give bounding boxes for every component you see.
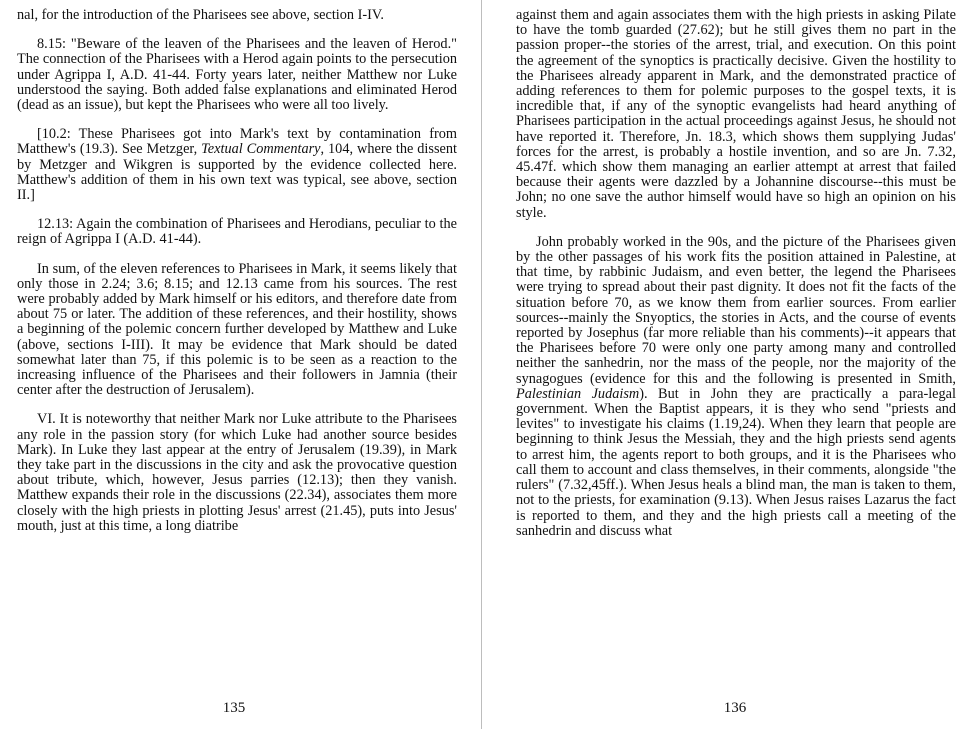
paragraph-text: [10.2: These Pharisees got into Mark's text by contamination from Matthew's (19.3). See Metzger, xyxy=(17,126,457,158)
right-page xyxy=(516,8,956,668)
paragraph-text: ). But in John they are practically a para-legal government. When the Baptist appears, it is they who send "priests and levites" to investigate his claims (1.19,24). When they learn that people are beginning to think Jesus the Messiah, they and the high priests send agents to arrest him, the agents report to both groups, and it is the Pharisees who call them to account and class themselves, in their comments, alongside "the rulers" (7.32,45ff.). When Jesus heals a blind man, the man is taken to them, not to the priests, for examination (9.13). When Jesus raises Lazarus the fact is reported to them, and they and the high priests call a meeting of the sanhedrin and discuss what xyxy=(516,385,956,539)
page-gutter xyxy=(481,0,482,729)
paragraph: In sum, of the eleven references to Pharisees in Mark, it seems likely that only those in 2.24; 3.6; 8.15; and 12.13 came from his sources. The rest were probably added by Mark himself or his editors, and therefore date from about 75 or later. The addition of these references, and their hostility, shows a beginning of the polemic concern further developed by Matthew and Luke (above, sections I-III). It may be evidence that Mark should be dated somewhat later than 75, if this polemic is to be seen as a reaction to the increasing influence of the Pharisees and their followers in Jamnia (their center after the destruction of Jerusalem). xyxy=(17,260,457,399)
paragraph: 8.15: "Beware of the leaven of the Pharisees and the leaven of Herod." The connection of the Pharisees with a Herod again points to the persecution under Agrippa I, A.D. 41-44. Forty years later, neither Matthew nor Luke understood the saying. Both added false explanations and eliminated Herod (dead as an issue), but kept the Pharisees who were all too lively. xyxy=(17,36,457,114)
paragraph-text: , 104, where the dissent by Metzger and Wikgren is supported by the evidence collected here. Matthew's addition of them in his own text was typical, see above, section II.] xyxy=(17,141,457,204)
page-number: 135 xyxy=(222,700,246,716)
paragraph xyxy=(516,235,956,539)
paragraph: nal, for the introduction of the Pharisees see above, section I-IV. xyxy=(17,8,384,23)
book-title-italic: Textual Commentary xyxy=(201,141,321,158)
book-title-italic: Palestinian Judaism xyxy=(516,385,640,402)
paragraph: 12.13: Again the combination of Pharisees and Herodians, peculiar to the reign of Agrippa I (A.D. 41-44). xyxy=(17,216,457,248)
paragraph-text: John probably worked in the 90s, and the picture of the Pharisees given by the other passages of his work fits the position attained in Palestine, at that time, by rabbinic Judaism, and even better, the legend the Pharisees were trying to spread about their past dignity. It does not fit the facts of the situation before 70, as we know them from earlier sources. From earlier sources--mainly the Snyoptics, the stories in Acts, and the course of events reported by Josephus (far more reliable than his comments)--it appears that the Pharisees before 70 were only one party among many and controlled neither the sanhedrin, nor the mass of the people, nor the majority of the synagogues (evidence for this and the following is presented in Smith, xyxy=(516,233,956,387)
paragraph: VI. It is noteworthy that neither Mark nor Luke attribute to the Pharisees any role in the passion story (for which Luke had another source besides Mark). In Luke they last appear at the entry of Jerusalem (19.39), in Mark they take part in the discussions in the city and ask the provocative question about tribute, which, however, Jesus parries (12.13); then they vanish. Matthew expands their role in the discussions (22.34), associates them more closely with the high priests in plotting Jesus' arrest (21.45), puts into Jesus' mouth, just at this time, a long diatribe xyxy=(17,411,457,534)
paragraph: against them and again associates them with the high priests in asking Pilate to have the tomb guarded (27.62); but he still gives them no part in the passion proper--the stories of the arrest, trial, and execution. On this point the agreement of the synoptics is practically decisive. Given the hostility to the Pharisees already apparent in Mark, and the demonstrated practice of adding references to them for polemic purposes to the gospel texts, it is incredible that, if any of the synoptic evangelists had heard anything of Pharisees participation in the actual proceedings against Jesus, he should not have reported it. Therefore, Jn. 18.3, which shows them supplying Judas' forces for the arrest, is probably a hostile invention, and so are Jn. 7.32, 45.47f. which show them managing an earlier attempt at arrest that failed because their agents were dazzled by a Johannine discourse--this must be John; no one save the author himself would have so high an opinion on his style. xyxy=(516,8,956,221)
left-page xyxy=(17,8,457,668)
page-number: 136 xyxy=(723,700,747,716)
paragraph xyxy=(17,127,457,203)
